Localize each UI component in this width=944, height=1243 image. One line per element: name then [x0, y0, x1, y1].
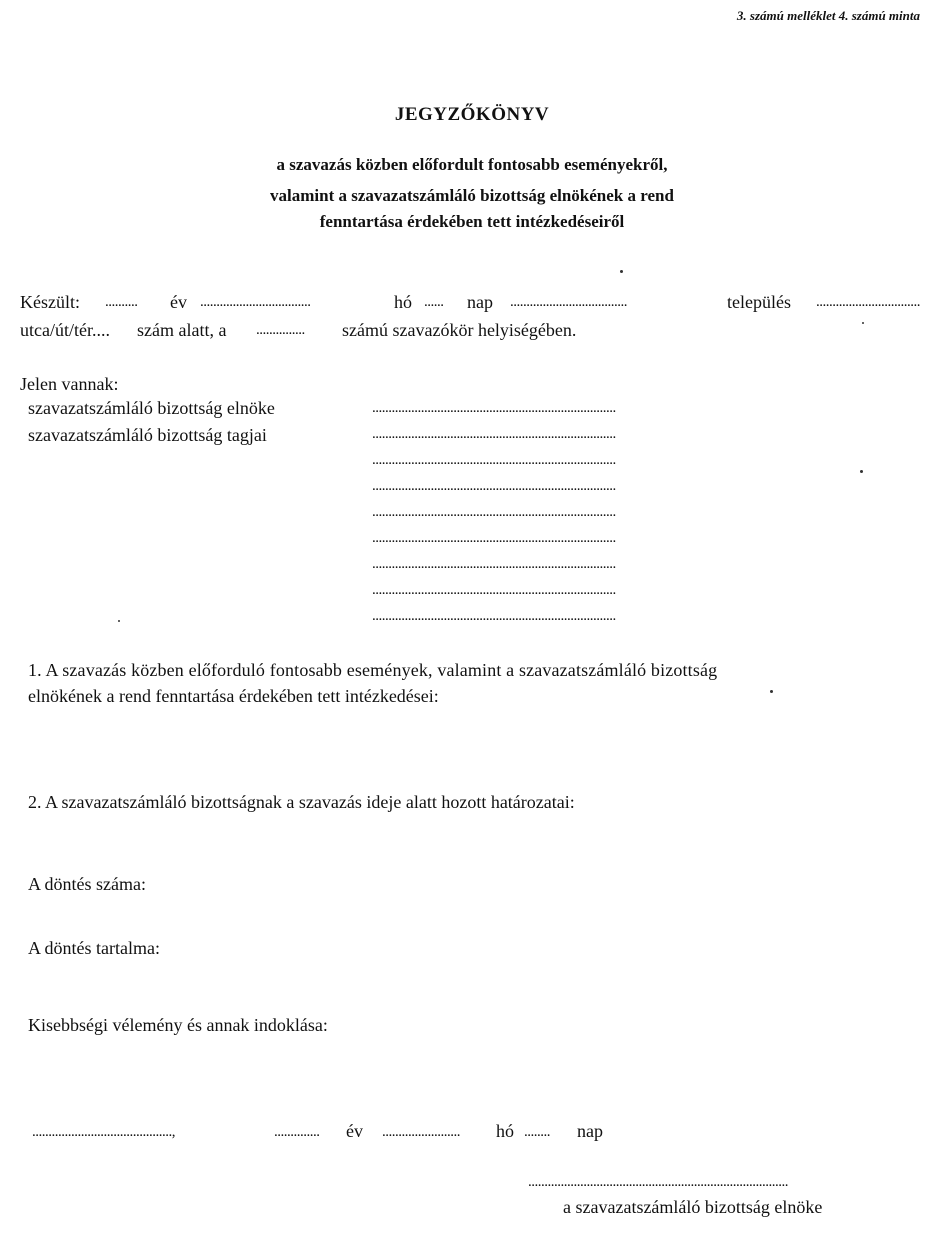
header-note: 3. számú melléklet 4. számú minta — [736, 8, 920, 23]
settlement-field[interactable]: .................................... — [510, 294, 627, 310]
keszult-label: Készült: — [20, 292, 80, 312]
day-label: nap — [467, 292, 493, 312]
day-field[interactable]: ...... — [424, 294, 444, 310]
decision-number-label: A döntés száma: — [28, 874, 146, 894]
section-2-heading: 2. A szavazatszámláló bizottságnak a szavazás ideje alatt hozott határozatai: — [28, 792, 575, 812]
scan-speck — [862, 322, 864, 324]
date-day-label: nap — [577, 1121, 603, 1141]
street-label: utca/út/tér.... — [20, 320, 110, 340]
precinct-number-field[interactable]: ............... — [256, 322, 305, 338]
scan-speck — [860, 470, 863, 473]
settlement-extra-field[interactable]: ................................ — [816, 294, 920, 310]
date-year-field[interactable]: .............. — [274, 1124, 320, 1140]
member-field-4[interactable]: ........................................................................... — [372, 504, 616, 520]
member-field-6[interactable]: ........................................................................... — [372, 556, 616, 572]
section-1-line-2: elnökének a rend fenntartása érdekében tett intézkedései: — [28, 686, 439, 706]
member-field-8[interactable]: ........................................................................... — [372, 608, 616, 624]
scan-speck — [118, 620, 120, 622]
date-day-field[interactable]: ........ — [524, 1124, 550, 1140]
member-field-5[interactable]: ........................................................................... — [372, 530, 616, 546]
subtitle-line-2: valamint a szavazatszámláló bizottság elnökének a rend — [270, 186, 674, 205]
precinct-text: számú szavazókör helyiségében. — [342, 320, 577, 340]
document-title: JEGYZŐKÖNYV — [394, 104, 550, 125]
date-month-label: hó — [496, 1121, 514, 1141]
members-label: szavazatszámláló bizottság tagjai — [28, 425, 267, 445]
year-label: év — [170, 292, 187, 312]
settlement-label: település — [727, 292, 791, 312]
member-field-3[interactable]: ........................................................................... — [372, 478, 616, 494]
place-field[interactable]: ..........................................., — [32, 1124, 175, 1140]
date-year-label: év — [346, 1121, 363, 1141]
signature-label: a szavazatszámláló bizottság elnöke — [563, 1197, 823, 1217]
chair-label: szavazatszámláló bizottság elnöke — [28, 398, 275, 418]
date-month-field[interactable]: ........................ — [382, 1124, 460, 1140]
member-field-2[interactable]: ........................................................................... — [372, 452, 616, 468]
member-field-7[interactable]: ........................................................................... — [372, 582, 616, 598]
scan-speck — [620, 270, 623, 273]
minority-opinion-label: Kisebbségi vélemény és annak indoklása: — [28, 1015, 328, 1035]
member-field-1[interactable]: ........................................................................... — [372, 426, 616, 442]
month-field[interactable]: .................................. — [200, 294, 311, 310]
signature-field[interactable]: ................................................................................ — [528, 1174, 788, 1190]
subtitle-line-3: fenntartása érdekében tett intézkedéseiről — [319, 212, 625, 231]
address-text: szám alatt, a — [137, 320, 227, 340]
section-1-line-1: 1. A szavazás közben előforduló fontosabb események, valamint a szavazatszámláló bizottság — [28, 660, 718, 680]
decision-content-label: A döntés tartalma: — [28, 938, 160, 958]
month-label: hó — [394, 292, 412, 312]
subtitle-line-1: a szavazás közben előfordult fontosabb eseményekről, — [276, 155, 668, 174]
scan-speck — [770, 690, 773, 693]
chair-name-field[interactable]: ........................................................................... — [372, 400, 616, 416]
present-heading: Jelen vannak: — [20, 374, 119, 394]
year-field[interactable]: .......... — [105, 294, 138, 310]
